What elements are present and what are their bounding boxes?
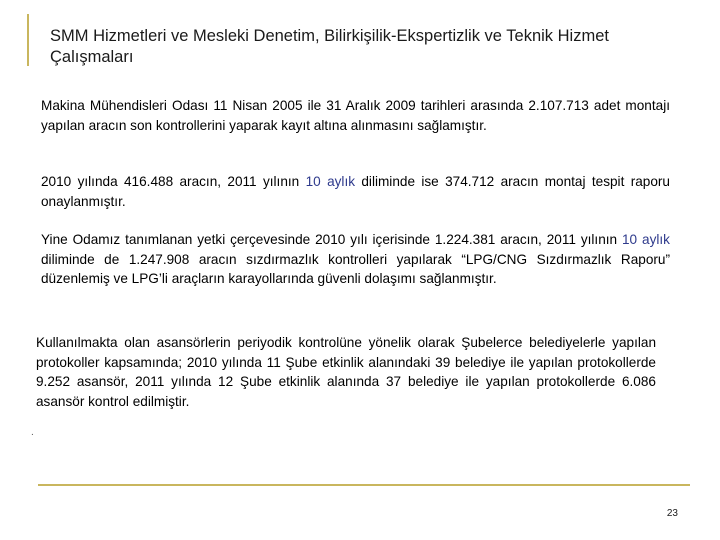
paragraph-elevator-inspections: Kullanılmakta olan asansörlerin periyodik kontrolüne yönelik olarak Şubelerce belediyelerle yapılan protokoller kapsamında; 2010 yılında 11 Şube etkinlik alanındaki 39 belediye ile yapılan protokollerde 9.252 asansör, 2011 yılında 12 Şube etkinlik alanında 37 belediye ile yapılan protokollerde 6.086 asansör kontrol edilmiştir. [36,335,656,409]
paragraph-text: diliminde ise 374.712 aracın montaj tespit raporu onaylanmıştır. [41,174,670,209]
paragraph-vehicle-montage: Makina Mühendisleri Odası 11 Nisan 2005 ile 31 Aralık 2009 tarihleri arasında 2.107.713 adet montajı yapılan aracın son kontrollerini yaparak kayıt altına alınmasını sağlamıştır. [41,98,670,133]
footer-divider [38,484,690,486]
highlight-text: 10 aylık [305,174,356,189]
paragraph-montage-reports [41,172,670,211]
highlight-text: 10 aylık [622,232,670,247]
paragraph-text: diliminde de 1.247.908 aracın sızdırmazlık kontrolleri yapılarak “LPG/CNG Sızdırmazlık Raporu” düzenlemiş ve LPG’li araçların karayollarında güvenli dolaşımı sağlanmıştır. [41,251,670,286]
paragraph-lpg-leak-tests [41,230,670,289]
title-accent-line [27,14,29,66]
stray-mark: . [31,427,34,438]
paragraph-text: Yine Odamız tanımlanan yetki çerçevesinde 2010 yılı içerisinde 1.224.381 aracın, 2011 yılının [41,232,622,247]
slide-title: SMM Hizmetleri ve Mesleki Denetim, Bilirkişilik-Ekspertizlik ve Teknik Hizmet Çalışmaları [50,27,609,66]
paragraph-text: 2010 yılında 416.488 aracın, 2011 yılının [41,174,306,189]
page-number: 23 [666,508,678,519]
